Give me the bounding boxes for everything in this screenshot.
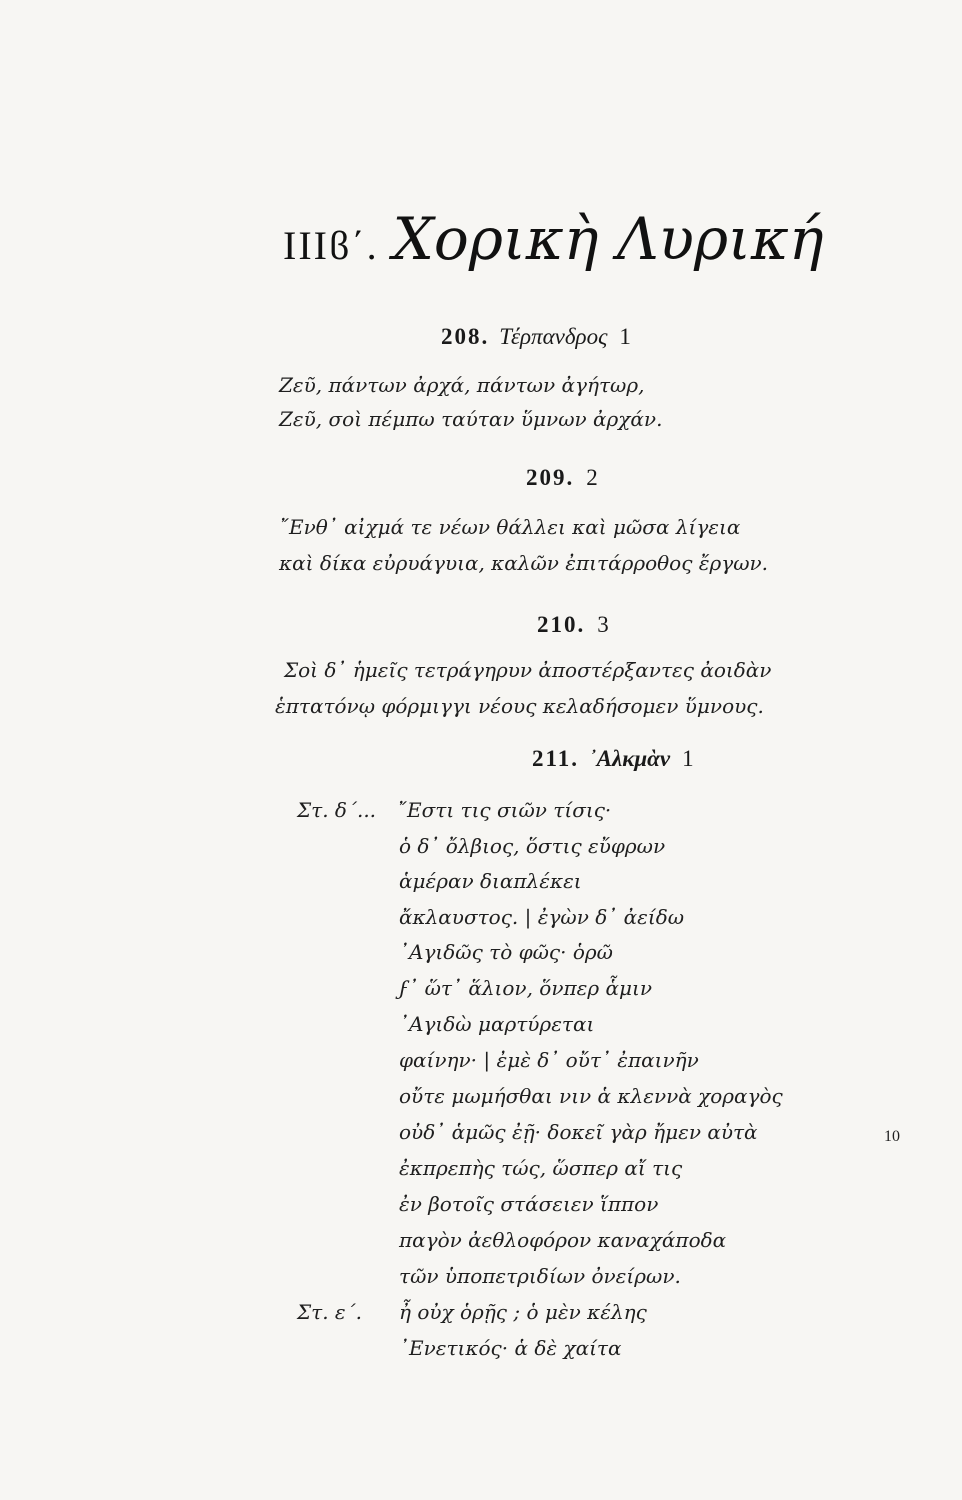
section-index: 1 <box>619 324 631 349</box>
section-author: Τέρπανδρος <box>499 324 608 349</box>
verse-line: παγὸν ἀεθλοφόρον καναχάποδα <box>399 1228 727 1252</box>
section-heading <box>526 465 598 491</box>
section-heading <box>532 746 694 772</box>
section-number: 210. <box>537 612 586 637</box>
verse-line: ϝ᾽ ὥτ᾽ ἅλιον, ὅνπερ ἇμιν <box>399 976 652 1000</box>
verse-line: Ζεῦ, σοὶ πέμπω ταύταν ὕμνων ἀρχάν. <box>279 407 663 431</box>
verse-line: ῎Εστι τις σιῶν τίσις· <box>397 798 612 822</box>
verse-line: Ζεῦ, πάντων ἀρχά, πάντων ἀγήτωρ, <box>279 373 645 397</box>
verse-line: τῶν ὑποπετριδίων ὀνείρων. <box>399 1264 681 1288</box>
section-author: ᾽Αλκμὰν <box>588 746 671 771</box>
section-number: 208. <box>441 324 490 349</box>
strophe-label: Στ. ε΄. <box>297 1300 363 1324</box>
verse-line: ᾽Αγιδῶς τὸ φῶς· ὁρῶ <box>399 940 613 964</box>
verse-line: ἑπτατόνῳ φόρμιγγι νέους κελαδήσομεν ὕμνους. <box>275 694 764 718</box>
strophe-label: Στ. δ΄... <box>297 798 377 822</box>
verse-line: ῎Ενθ᾽ αἰχμά τε νέων θάλλει καὶ μῶσα λίγεια <box>279 515 741 539</box>
verse-line: φαίνην· | ἐμὲ δ᾽ οὔτ᾽ ἐπαινῆν <box>399 1048 699 1072</box>
section-index: 1 <box>682 746 694 771</box>
verse-line: Σοὶ δ᾽ ἡμεῖς τετράγηρυν ἀποστέρξαντες ἀοιδὰν <box>284 658 772 682</box>
section-heading <box>537 612 609 638</box>
verse-line: ἄκλαυστος. | ἐγὼν δ᾽ ἀείδω <box>399 905 685 929</box>
verse-line: καὶ δίκα εὐρυάγυια, καλῶν ἐπιτάρροθος ἔργων. <box>279 551 769 575</box>
chapter-title <box>283 205 824 273</box>
section-number: 211. <box>532 746 579 771</box>
verse-line: ὁ δ᾽ ὄλβιος, ὅστις εὔφρων <box>399 834 666 858</box>
section-heading <box>441 324 631 350</box>
verse-line: ἦ οὐχ ὁρῇς ; ὁ μὲν κέλης <box>399 1300 647 1324</box>
verse-line: οὐδ᾽ ἁμῶς ἐῇ· δοκεῖ γὰρ ἤμεν αὐτὰ <box>399 1120 758 1144</box>
verse-line: ᾽Ενετικός· ἁ δὲ χαίτα <box>399 1336 622 1360</box>
verse-line: ἁμέραν διαπλέκει <box>399 869 582 893</box>
verse-line: ἐν βοτοῖς στάσειεν ἵππον <box>399 1192 659 1216</box>
section-number: 209. <box>526 465 575 490</box>
section-index: 3 <box>597 612 609 637</box>
line-number: 10 <box>884 1128 900 1145</box>
section-index: 2 <box>586 465 598 490</box>
verse-line: ἐκπρεπὴς τώς, ὥσπερ αἴ τις <box>399 1156 683 1180</box>
chapter-name: Χορικὴ Λυρική <box>392 205 824 273</box>
verse-line: ᾽Αγιδὼ μαρτύρεται <box>399 1012 595 1036</box>
verse-line: οὔτε μωμήσθαι νιν ἁ κλεννὰ χοραγὸς <box>399 1084 783 1108</box>
chapter-number: ΙΙΙϐ΄. <box>283 223 379 268</box>
